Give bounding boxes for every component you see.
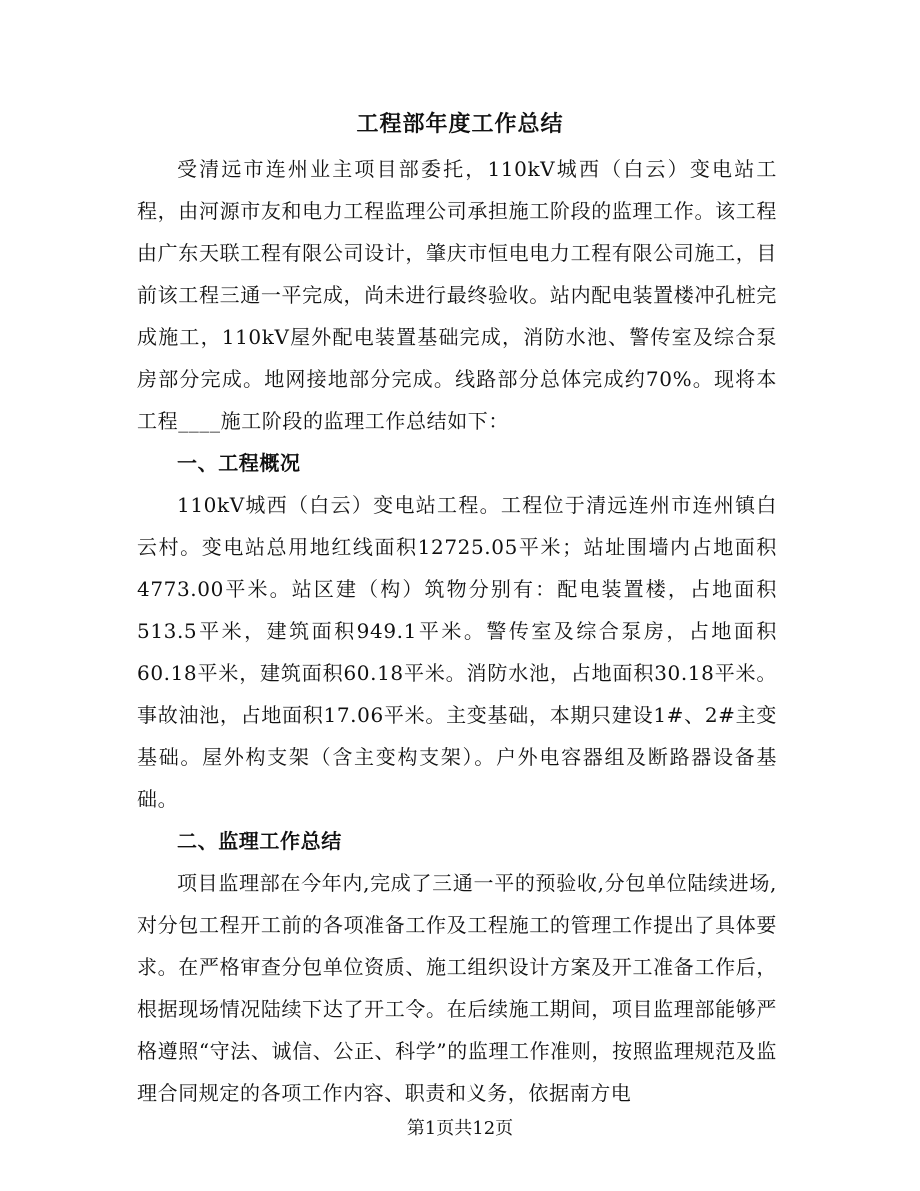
- intro-paragraph: 受清远市连州业主项目部委托，110kV城西（白云）变电站工程，由河源市友和电力工程监理公司承担施工阶段的监理工作。该工程由广东天联工程有限公司设计，肇庆市恒电电力工程有限公司施工，目前该工程三通一平完成，尚未进行最终验收。站内配电装置楼冲孔桩完成施工，110kV屋外配电装置基础完成，消防水池、警传室及综合泵房部分完成。地网接地部分完成。线路部分总体完成约70%。现将本工程____施工阶段的监理工作总结如下：: [137, 157, 777, 433]
- section-heading-supervision: 二、监理工作总结: [177, 829, 342, 853]
- overview-paragraph: 110kV城西（白云）变电站工程。工程位于清远连州市连州镇白云村。变电站总用地红线面积12725.05平米；站址围墙内占地面积4773.00平米。站区建（构）筑物分别有：配电装置楼，占地面积513.5平米，建筑面积949.1平米。警传室及综合泵房，占地面积60.18平米，建筑面积60.18平米。消防水池，占地面积30.18平米。事故油池，占地面积17.06平米。主变基础，本期只建设1#、2#主变基础。屋外构支架（含主变构支架）。户外电容器组及断路器设备基础。: [137, 493, 777, 811]
- page-number-footer: 第1页共12页: [406, 1118, 514, 1139]
- section-heading-overview: 一、工程概况: [177, 451, 301, 475]
- document-body: [137, 148, 777, 1114]
- supervision-paragraph: 项目监理部在今年内,完成了三通一平的预验收,分包单位陆续进场,对分包工程开工前的各项准备工作及工程施工的管理工作提出了具体要求。在严格审查分包单位资质、施工组织设计方案及开工准备工作后，根据现场情况陆续下达了开工令。在后续施工期间，项目监理部能够严格遵照“守法、诚信、公正、科学”的监理工作准则，按照监理规范及监理合同规定的各项工作内容、职责和义务，依据南方电: [137, 871, 777, 1105]
- page-title: 工程部年度工作总结: [356, 111, 564, 137]
